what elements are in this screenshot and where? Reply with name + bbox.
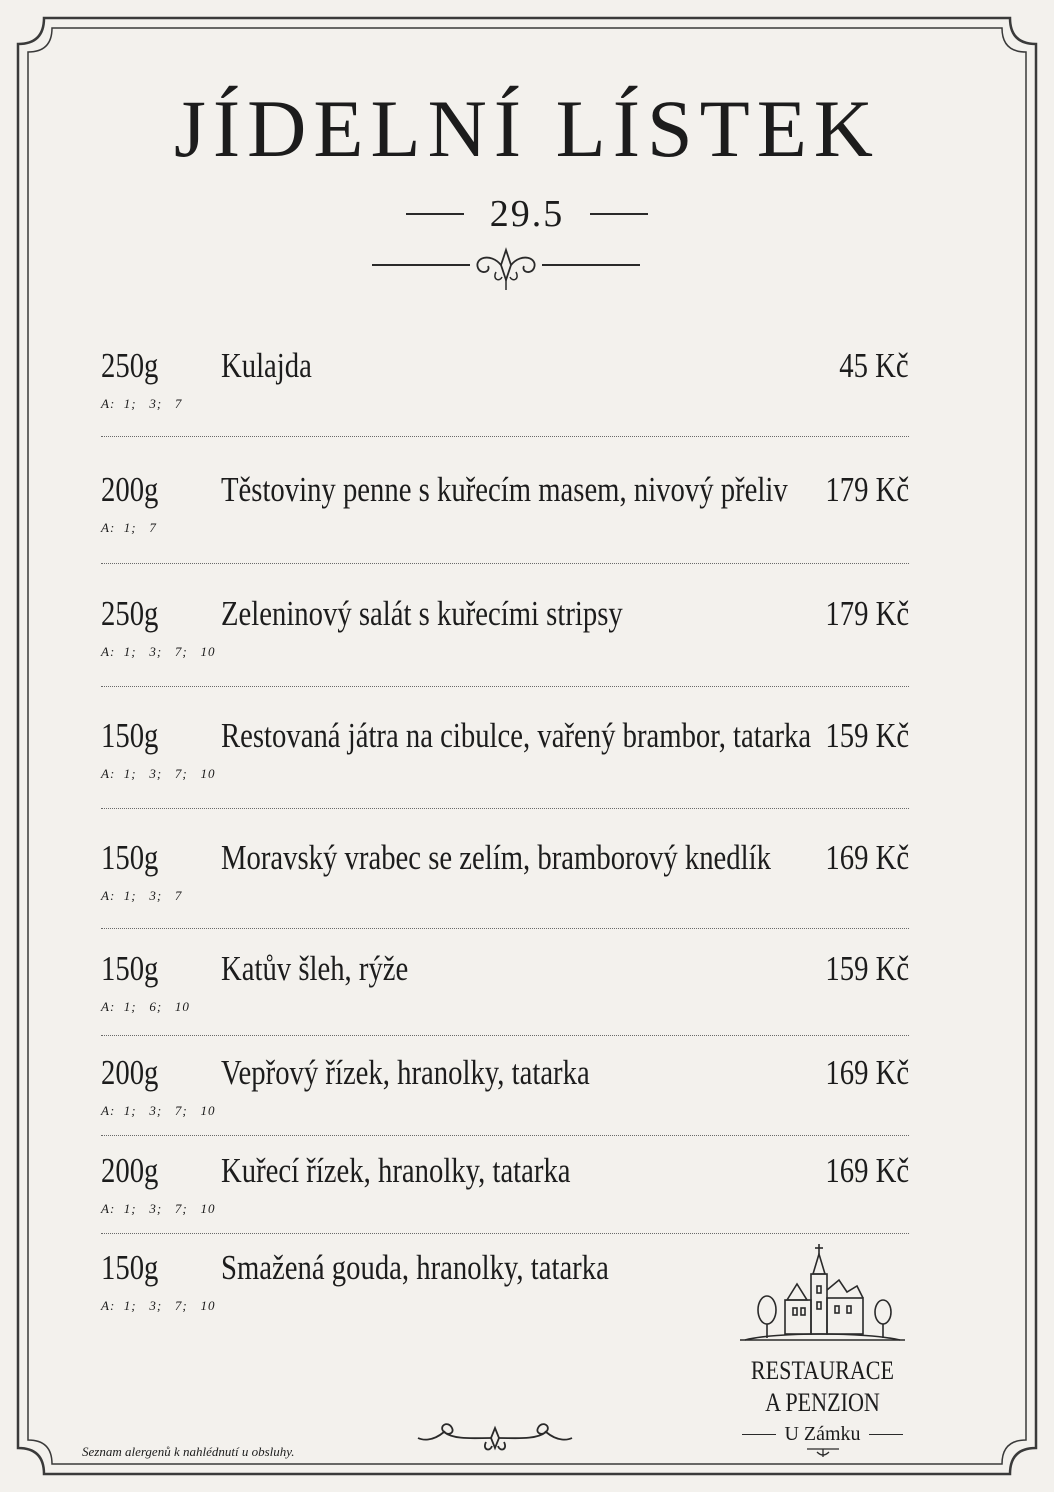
item-allergens: A: 1; 3; 7; 10 — [101, 644, 216, 659]
item-price: 169 Kč — [825, 1053, 909, 1092]
item-name: Těstoviny penne s kuřecím masem, nivový přeliv — [221, 470, 788, 509]
item-price: 45 Kč — [839, 346, 909, 385]
item-weight: 200g — [101, 470, 159, 509]
item-price: 159 Kč — [825, 949, 909, 988]
menu-item — [101, 838, 909, 903]
logo-dash-right — [869, 1434, 903, 1436]
date-dash-left — [406, 213, 464, 215]
logo-line-u-zamku: U Zámku — [784, 1423, 861, 1445]
item-allergens: A: 1; 3; 7; 10 — [101, 766, 216, 781]
dotted-separator — [101, 1233, 909, 1234]
item-weight: 200g — [101, 1151, 159, 1190]
item-weight: 150g — [101, 1248, 159, 1287]
menu-item — [101, 1053, 909, 1118]
item-weight: 200g — [101, 1053, 159, 1092]
page-title: JÍDELNÍ LÍSTEK — [173, 83, 881, 174]
logo-line-penzion: A PENZION — [765, 1388, 880, 1417]
item-allergens: A: 1; 3; 7 — [101, 396, 183, 411]
bottom-flourish-ornament-icon — [414, 1418, 576, 1458]
item-weight: 150g — [101, 716, 159, 755]
item-price: 169 Kč — [825, 1151, 909, 1190]
dotted-separator — [101, 436, 909, 437]
menu-item — [101, 949, 909, 1014]
dotted-separator — [101, 686, 909, 687]
item-name: Smažená gouda, hranolky, tatarka — [221, 1248, 609, 1287]
dotted-separator — [101, 1035, 909, 1036]
small-flourish-icon — [803, 1446, 843, 1460]
logo-dash-left — [742, 1434, 776, 1436]
date-row — [0, 195, 1054, 233]
allergen-footnote: Seznam alergenů k nahlédnutí u obsluhy. — [82, 1444, 295, 1459]
item-allergens: A: 1; 3; 7 — [101, 888, 183, 903]
date-dash-right — [590, 213, 648, 215]
dotted-separator — [101, 808, 909, 809]
dotted-separator — [101, 563, 909, 564]
item-weight: 250g — [101, 594, 159, 633]
item-price: 179 Kč — [825, 470, 909, 509]
dotted-separator — [101, 1135, 909, 1136]
item-allergens: A: 1; 6; 10 — [101, 999, 190, 1014]
item-weight: 250g — [101, 346, 159, 385]
item-allergens: A: 1; 7 — [101, 520, 157, 535]
item-price: 159 Kč — [825, 716, 909, 755]
menu-item — [101, 1151, 909, 1216]
item-name: Katův šleh, rýže — [221, 949, 409, 988]
dotted-separator — [101, 928, 909, 929]
item-name: Moravský vrabec se zelím, bramborový knedlík — [221, 838, 771, 877]
item-allergens: A: 1; 3; 7; 10 — [101, 1201, 216, 1216]
menu-date: 29.5 — [489, 193, 565, 235]
restaurant-logo — [735, 1240, 910, 1465]
logo-line-restaurace: RESTAURACE — [750, 1356, 895, 1385]
item-name: Kuřecí řízek, hranolky, tatarka — [221, 1151, 571, 1190]
item-weight: 150g — [101, 838, 159, 877]
logo-subtitle — [735, 1423, 910, 1446]
menu-item — [101, 346, 909, 411]
item-name: Kulajda — [221, 346, 312, 385]
menu-item — [101, 470, 909, 535]
item-allergens: A: 1; 3; 7; 10 — [101, 1103, 216, 1118]
flourish-ornament-icon — [370, 244, 642, 294]
item-allergens: A: 1; 3; 7; 10 — [101, 1298, 216, 1313]
item-price: 169 Kč — [825, 838, 909, 877]
item-name: Zeleninový salát s kuřecími stripsy — [221, 594, 623, 633]
item-name: Vepřový řízek, hranolky, tatarka — [221, 1053, 590, 1092]
item-name: Restovaná játra na cibulce, vařený brambor, tatarka — [221, 716, 812, 755]
castle-icon — [735, 1240, 910, 1350]
item-weight: 150g — [101, 949, 159, 988]
menu-item — [101, 716, 909, 781]
item-price: 179 Kč — [825, 594, 909, 633]
menu-item — [101, 594, 909, 659]
